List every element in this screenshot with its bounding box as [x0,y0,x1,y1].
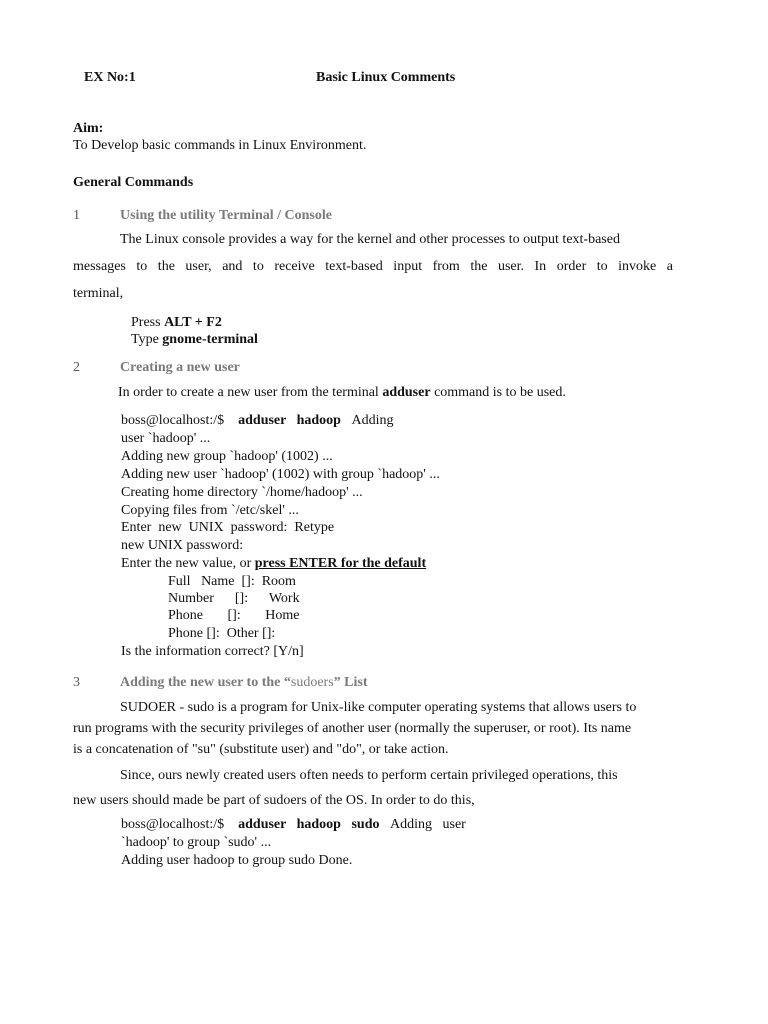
privilege-paragraph-line-1: Since, ours newly created users often needs to perform certain privileged operations, this [120,768,618,783]
terminal-line: new UNIX password: [121,538,244,553]
terminal-line: Adding new user `hadoop' (1002) with group `hadoop' ... [121,467,440,482]
confirm-line: Is the information correct? [Y/n] [121,644,304,659]
section-2-intro [118,385,566,401]
terminal-line-prompt [121,413,393,429]
section-3-heading [120,675,368,691]
shell-prompt: boss@localhost:/$ [121,413,225,428]
intro-command: adduser [382,385,431,400]
section-1-heading: Using the utility Terminal / Console [120,208,332,223]
section-1-paragraph-line-1: The Linux console provides a way for the kernel and other processes to output text-based [120,232,620,247]
general-commands-heading: General Commands [73,175,194,190]
sudo-shell-output-start: Adding user [390,817,466,832]
privilege-paragraph-line-2: new users should made be part of sudoers of the OS. In order to do this, [73,793,475,808]
section-1-number: 1 [73,208,80,223]
sudoer-paragraph-line-3: is a concatenation of "su" (substitute user) and "do", or take action. [73,742,449,757]
type-command: gnome-terminal [162,332,258,347]
exercise-number: EX No:1 [84,70,136,85]
section-2-heading: Creating a new user [120,360,240,375]
section-3-heading-sudoers: sudoers [290,675,334,690]
aim-heading: Aim: [73,121,104,136]
sudo-terminal-line-2: `hadoop' to group `sudo' ... [121,835,272,850]
press-keys: ALT + F2 [164,315,222,330]
terminal-line: Adding new group `hadoop' (1002) ... [121,449,333,464]
sudoer-paragraph-line-2: run programs with the security privileges of another user (normally the superuser, or root). Its name [73,721,632,736]
enter-default-bold: press ENTER for the default [254,556,427,571]
type-prefix: Type [131,332,163,347]
shell-output-start: Adding [351,413,394,428]
shell-command: adduser hadoop [238,413,341,428]
section-3-heading-pre: Adding the new user to the “ [120,675,291,690]
aim-text: To Develop basic commands in Linux Environment. [73,138,367,153]
section-3-heading-post: ” List [333,675,368,690]
terminal-line: Creating home directory `/home/hadoop' ... [121,485,363,500]
press-instruction [131,315,222,331]
page-title: Basic Linux Comments [316,70,456,85]
section-1-paragraph-line-3: terminal, [73,286,124,301]
sudo-shell-prompt: boss@localhost:/$ [121,817,225,832]
terminal-line: user `hadoop' ... [121,431,211,446]
sudoer-paragraph-line-1: SUDOER - sudo is a program for Unix-like computer operating systems that allows users to [120,700,637,715]
sudo-terminal-line-3: Adding user hadoop to group sudo Done. [121,853,353,868]
terminal-line: Enter new UNIX password: Retype [121,520,335,535]
section-2-number: 2 [73,360,80,375]
press-prefix: Press [131,315,165,330]
intro-post: command is to be used. [430,385,566,400]
section-1-paragraph-line-2: messages to the user, and to receive text-based input from the user. In order to invoke a [73,259,673,274]
field-line: Phone []: Other []: [168,626,276,641]
type-instruction [131,332,258,348]
field-line: Phone []: Home [168,608,300,623]
enter-default-line [121,556,426,572]
terminal-line: Copying files from `/etc/skel' ... [121,503,299,518]
intro-pre: In order to create a new user from the terminal [118,385,383,400]
sudo-shell-command: adduser hadoop sudo [238,817,380,832]
field-line: Full Name []: Room [168,574,296,589]
sudo-terminal-line-prompt [121,817,466,833]
field-line: Number []: Work [168,591,300,606]
section-3-number: 3 [73,675,80,690]
enter-pre: Enter the new value, or [121,556,255,571]
